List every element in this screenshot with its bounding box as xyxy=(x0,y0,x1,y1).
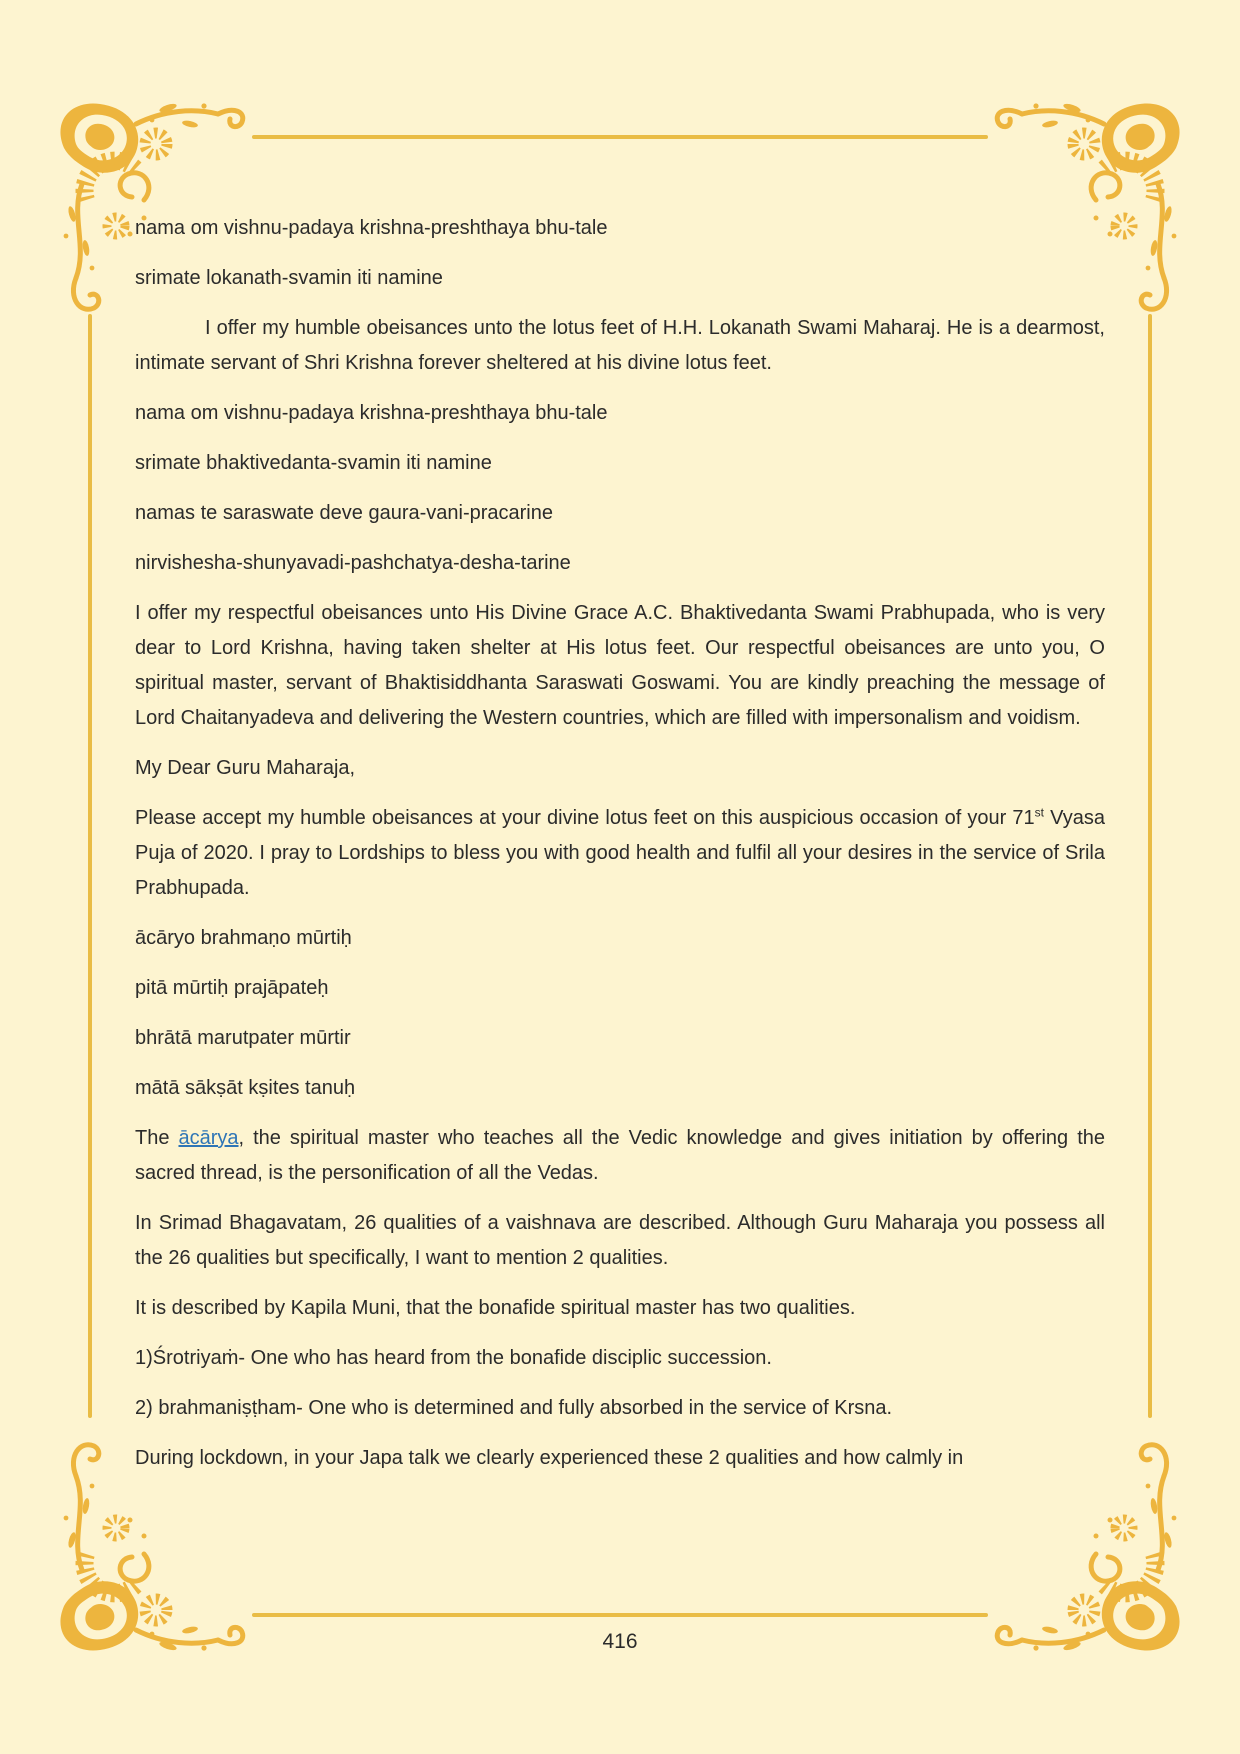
pranama-lokanath-line-2: srimate lokanath-svamin iti namine xyxy=(135,267,443,289)
acarya-text-after: , the spiritual master who teaches all the Vedic knowledge and gives initiation by offering the sacred thread, is the personification of all the Vedas. xyxy=(135,1127,1105,1184)
pranama-prabhupada-line-3: namas te saraswate deve gaura-vani-pracarine xyxy=(135,502,553,524)
frame-border-top xyxy=(252,135,988,139)
frame-border-left xyxy=(88,314,92,1418)
pranama-lokanath-line-1: nama om vishnu-padaya krishna-preshthaya bhu-tale xyxy=(135,217,608,239)
page-number: 416 xyxy=(602,1630,638,1653)
acarya-text-before: The xyxy=(135,1127,179,1149)
acarya-verse-line-1: ācāryo brahmaṇo mūrtiḥ xyxy=(135,927,352,949)
kapila-muni-paragraph: It is described by Kapila Muni, that the bonafide spiritual master has two qualities. xyxy=(135,1297,856,1319)
closing-partial-line: During lockdown, in your Japa talk we clearly experienced these 2 qualities and how calmly in xyxy=(135,1447,964,1469)
acarya-link[interactable]: ācārya xyxy=(178,1127,239,1149)
quality-2-item: 2) brahmaniṣṭham- One who is determined and fully absorbed in the service of Krsna. xyxy=(135,1397,893,1419)
pranama-lokanath-translation: I offer my humble obeisances unto the lotus feet of H.H. Lokanath Swami Maharaj. He is a dearmost, intimate servant of Shri Krishna forever sheltered at his divine lotus feet. xyxy=(135,317,1105,374)
opening-paragraph xyxy=(135,801,1105,906)
pranama-prabhupada-translation: I offer my respectful obeisances unto His Divine Grace A.C. Bhaktivedanta Swami Prabhupada, who is very dear to Lord Krishna, having taken shelter at His lotus feet. Our respectful obeisances are unto you, O spiritual master, servant of Bhaktisiddhanta Saraswati Goswami. You are kindly preaching the message of Lord Chaitanyadeva and delivering the Western countries, which are filled with impersonalism and voidism. xyxy=(135,602,1105,729)
salutation: My Dear Guru Maharaja, xyxy=(135,757,356,779)
bhagavatam-paragraph: In Srimad Bhagavatam, 26 qualities of a vaishnava are described. Although Guru Maharaja you possess all the 26 qualities but specifically, I want to mention 2 qualities. xyxy=(135,1212,1105,1269)
acarya-verse-line-3: bhrātā marutpater mūrtir xyxy=(135,1027,351,1049)
acarya-translation-paragraph xyxy=(135,1121,1105,1191)
letter-body xyxy=(135,211,1105,1491)
quality-1-item: 1)Śrotriyaṁ- One who has heard from the bonafide disciplic succession. xyxy=(135,1347,772,1369)
pranama-prabhupada-line-2: srimate bhaktivedanta-svamin iti namine xyxy=(135,452,492,474)
ordinal-superscript: st xyxy=(1034,805,1045,820)
acarya-verse-line-2: pitā mūrtiḥ prajāpateḥ xyxy=(135,977,329,999)
frame-border-bottom xyxy=(252,1613,988,1617)
opening-text-before: Please accept my humble obeisances at your divine lotus feet on this auspicious occasion of your 71 xyxy=(135,807,1035,829)
pranama-prabhupada-line-1: nama om vishnu-padaya krishna-preshthaya bhu-tale xyxy=(135,402,608,424)
acarya-verse-line-4: mātā sākṣāt kṣites tanuḥ xyxy=(135,1077,356,1099)
pranama-prabhupada-line-4: nirvishesha-shunyavadi-pashchatya-desha-tarine xyxy=(135,552,571,574)
opening-text-after: Vyasa Puja of 2020. I pray to Lordships to bless you with good health and fulfil all your desires in the service of Srila Prabhupada. xyxy=(135,807,1105,899)
frame-border-right xyxy=(1148,314,1152,1418)
